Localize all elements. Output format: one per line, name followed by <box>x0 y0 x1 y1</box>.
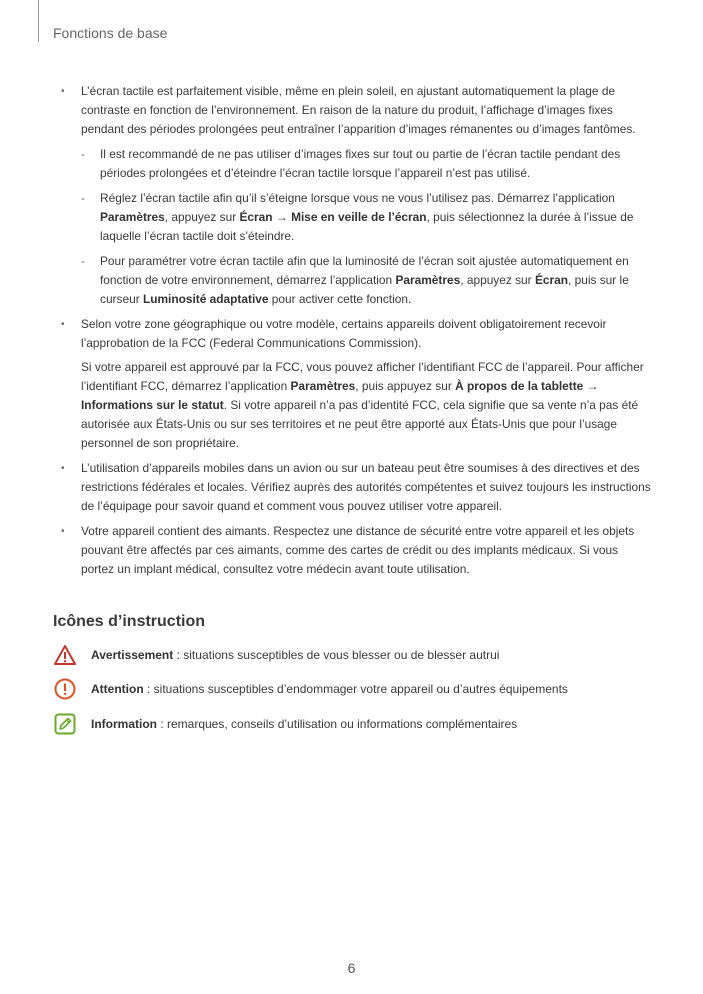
header-rule <box>38 0 39 42</box>
menu-term: Écran <box>239 210 273 224</box>
sub-list-item <box>81 252 652 309</box>
arrow-separator: → <box>272 210 292 224</box>
pencil-note-icon <box>54 713 76 735</box>
menu-term: Informations sur le statut <box>81 398 224 412</box>
text-run: . Si votre appareil n’a pas d’identité FCC, cela signifie que sa vente n’a pas été autorisée aux États-Unis ou sur ses territoires et ne peut être apporté aux États-Unis que pour l’usage personnel de son propriétaire. <box>81 398 639 450</box>
list-item <box>60 459 652 516</box>
bullet-marker: • <box>61 526 65 537</box>
instruction-desc: : remarques, conseils d’utilisation ou informations complémentaires <box>157 717 518 731</box>
sub-list-item <box>81 145 652 183</box>
instruction-label: Attention <box>91 682 144 696</box>
menu-term: À propos de la tablette <box>455 379 584 393</box>
instruction-label: Avertissement <box>91 648 174 662</box>
text-run: Pour paramétrer votre écran tactile afin que la luminosité de l’écran soit ajustée automatiquement en fonction de votre environnement, démarrez l’application <box>100 254 629 287</box>
text-run: , appuyez sur <box>164 210 240 224</box>
exclamation-circle-icon <box>54 678 76 700</box>
bullet-text: Votre appareil contient des aimants. Respectez une distance de sécurité entre votre appareil et les objets pouvant être affectés par ces aimants, comme des cartes de crédit ou des implants médicaux. Si vous portez un implant médical, consultez votre médecin avant toute utilisation. <box>81 524 635 576</box>
bullet-text: Selon votre zone géographique ou votre modèle, certains appareils doivent obligatoirement recevoir l’approbation de la FCC (Federal Communications Commission). <box>81 317 607 350</box>
menu-term: Paramètres <box>100 210 165 224</box>
instruction-label: Information <box>91 717 157 731</box>
instruction-desc: : situations susceptibles d’endommager votre appareil ou d’autres équipements <box>143 682 568 696</box>
header-section-title: Fonctions de base <box>53 25 168 41</box>
section-heading: Icônes d’instruction <box>53 613 206 630</box>
bullet-marker: • <box>61 86 65 97</box>
sub-list-item <box>81 189 652 246</box>
list-item <box>60 522 652 579</box>
text-run: , puis sur le curseur <box>100 273 629 306</box>
text-run: , puis appuyez sur <box>355 379 456 393</box>
bullet-marker: • <box>61 319 65 330</box>
arrow-separator: → <box>583 379 599 393</box>
bullet-text: L’utilisation d’appareils mobiles dans un avion ou sur un bateau peut être soumises à des directives et des restrictions fédérales et locales. Vérifiez auprès des autorités compétentes et suivez toujours les instructions de l’équipage pour savoir quand et comment vous pouvez utiliser votre appareil. <box>81 461 651 513</box>
text-run: Réglez l’écran tactile afin qu’il s’éteigne lorsque vous ne vous l’utilisez pas. Démarrez l’application <box>100 191 615 205</box>
list-item <box>60 82 652 309</box>
list-item <box>60 315 652 453</box>
text-run: pour activer cette fonction. <box>268 292 412 306</box>
warning-triangle-icon <box>54 644 76 666</box>
instruction-row-warning <box>54 644 499 666</box>
menu-term: Mise en veille de l’écran <box>291 210 427 224</box>
page-number: 6 <box>347 960 356 976</box>
instruction-row-caution <box>54 678 568 700</box>
instruction-desc: : situations susceptibles de vous blesser ou de blesser autrui <box>173 648 500 662</box>
bullet-marker: • <box>61 463 65 474</box>
dash-marker: - <box>81 254 85 268</box>
dash-marker: - <box>81 191 85 205</box>
text-run: Si votre appareil est approuvé par la FCC, vous pouvez afficher l’identifiant FCC de l’appareil. Pour afficher l’identifiant FCC, démarrez l’application <box>81 360 644 393</box>
menu-term: Écran <box>534 273 569 287</box>
instruction-row-note <box>54 713 517 735</box>
menu-term: Paramètres <box>395 273 461 287</box>
bullet-text: L’écran tactile est parfaitement visible, même en plein soleil, en ajustant automatiquement la plage de contraste en fonction de l’environnement. En raison de la nature du produit, l’affichage d’images fixes pendant des périodes prolongées peut entraîner l’apparition d’images rémanentes ou d’images fantômes. <box>81 84 636 136</box>
text-run: , appuyez sur <box>460 273 535 287</box>
bullet-paragraph <box>81 358 652 453</box>
menu-term: Paramètres <box>290 379 356 393</box>
page-body <box>60 82 652 585</box>
dash-marker: - <box>81 147 85 161</box>
menu-term: Luminosité adaptative <box>142 292 269 306</box>
sub-bullet-text: Il est recommandé de ne pas utiliser d’images fixes sur tout ou partie de l’écran tactile pendant des périodes prolongées et d’éteindre l’écran tactile lorsque l’appareil n’est pas utilisé. <box>100 147 621 180</box>
text-run: , puis sélectionnez la durée à l’issue de laquelle l’écran tactile doit s’éteindre. <box>100 210 634 243</box>
